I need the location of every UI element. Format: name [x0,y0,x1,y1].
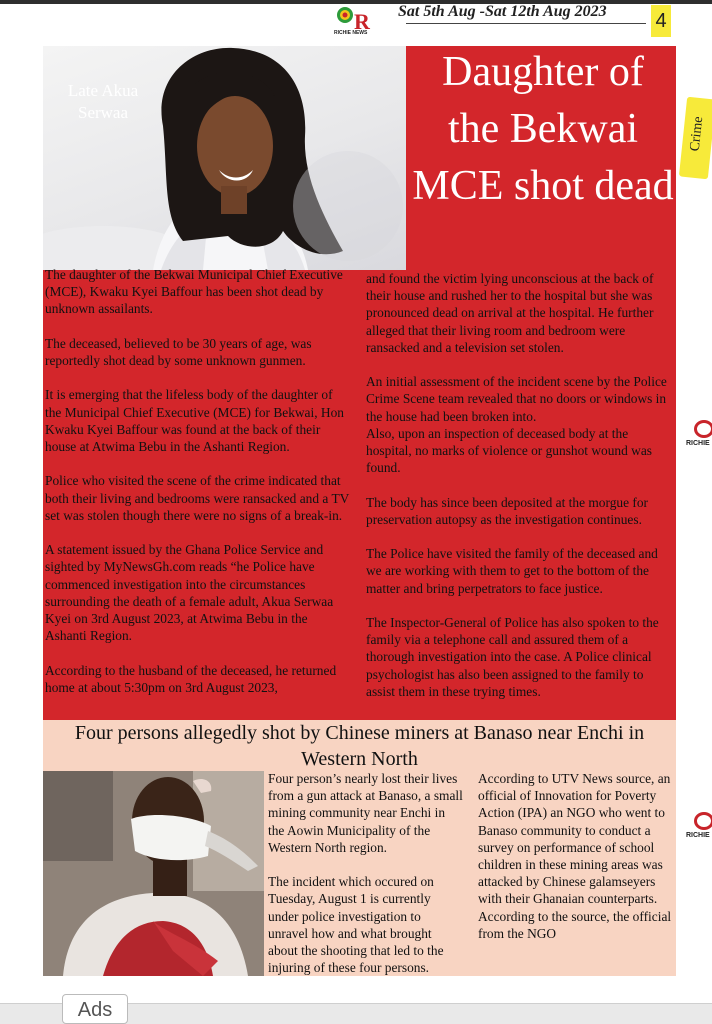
paragraph: and found the victim lying unconscious at the back of their house and rushed her to the hospital but she was pronounced dead on arrival at the hospital. He further alleged that their living room and bedroom were ransacked and a television set stolen. [366,271,654,355]
story2-column-2 [478,770,676,976]
section-tab-crime[interactable] [679,97,712,180]
paragraph: The Police have visited the family of the deceased and we are working with them to get to the bottom of the matter and bring perpetrators to face justice. [366,546,658,596]
story1-column-1 [45,266,350,718]
section-tab-label: Crime [687,115,707,153]
issue-date-range: Sat 5th Aug -Sat 12th Aug 2023 [398,3,607,20]
paragraph: According to the husband of the deceased, he returned home at about 5:30pm on 3rd August 2023, [45,662,337,695]
ads-button[interactable]: Ads [62,994,128,1024]
story2-headline: Four persons allegedly shot by Chinese miners at Banaso near Enchi in Western North [74,722,645,770]
paragraph: The daughter of the Bekwai Municipal Chief Executive (MCE), Kwaku Kyei Baffour has been shot dead by unknown assailants. [45,267,343,317]
paragraph: According to the source, the official from the NGO [478,908,672,941]
paragraph: The incident which occured on Tuesday, August 1 is currently under police investigation to unravel how and what brought about the shooting that led to the injuring of these four persons. [268,874,444,976]
story1-headline: Daughter of the Bekwai MCE shot dead [412,49,674,209]
paragraph: The deceased, believed to be 30 years of age, was reportedly shot dead by some unknown gunmen. [45,335,312,368]
paragraph: Police who visited the scene of the crime indicated that both their living and bedrooms were ransacked and a TV set was stolen though there were no signs of a break-in. [45,473,350,523]
injured-man-photo [43,771,264,976]
story1-column-2 [366,270,675,710]
richie-news-side-logo: RICHIE [686,812,712,846]
paragraph: It is emerging that the lifeless body of the daughter of the Municipal Chief Executive (MCE) for Bekwai, Hon Kwaku Kyei Baffour was found at the back of their house at Atwima Bebu in the Ashanti Region. [45,387,344,454]
svg-text:R: R [354,9,370,34]
paragraph: According to UTV News source, an official of Innovation for Poverty Action (IPA) an NGO who went to Banaso community to conduct a survey on performance of school children in these mining areas was attacked by Chinese galamseyers with their Ghanaian counterparts. [478,771,671,907]
header-rule [406,23,646,24]
paragraph: The body has since been deposited at the morgue for preservation autopsy as the investigation continues. [366,494,648,527]
photo-caption: Late Akua Serwaa [67,81,139,122]
page-number: 4 [651,5,671,37]
paragraph: An initial assessment of the incident scene by the Police Crime Scene team revealed that no doors or windows in the house had been broken into. [366,374,667,424]
paragraph: Four person’s nearly lost their lives from a gun attack at Banaso, a small mining community near Enchi in the Aowin Municipality of the Western North region. [268,771,463,855]
story2-column-1 [268,770,464,976]
paragraph: Also, upon an inspection of deceased body at the hospital, no marks of violence or gunshot wound was found. [366,425,652,476]
richie-news-logo [334,5,384,35]
paragraph: The Inspector-General of Police has also spoken to the family via a telephone call and assured them of a thorough investigation into the case. A Police clinical psychologist has also been assigned to the family to assist them in these trying times. [366,615,659,699]
richie-news-side-logo: RICHIE [686,420,712,454]
paragraph: A statement issued by the Ghana Police Service and sighted by MyNewsGh.com reads “he Police have commenced investigation into the circumstances surrounding the death of a female adult, Akua Serwaa Kyei on 3rd August 2023, at Atwima Bebu in the Ashanti Region. [45,542,334,644]
svg-text:RICHIE NEWS: RICHIE NEWS [334,30,368,35]
